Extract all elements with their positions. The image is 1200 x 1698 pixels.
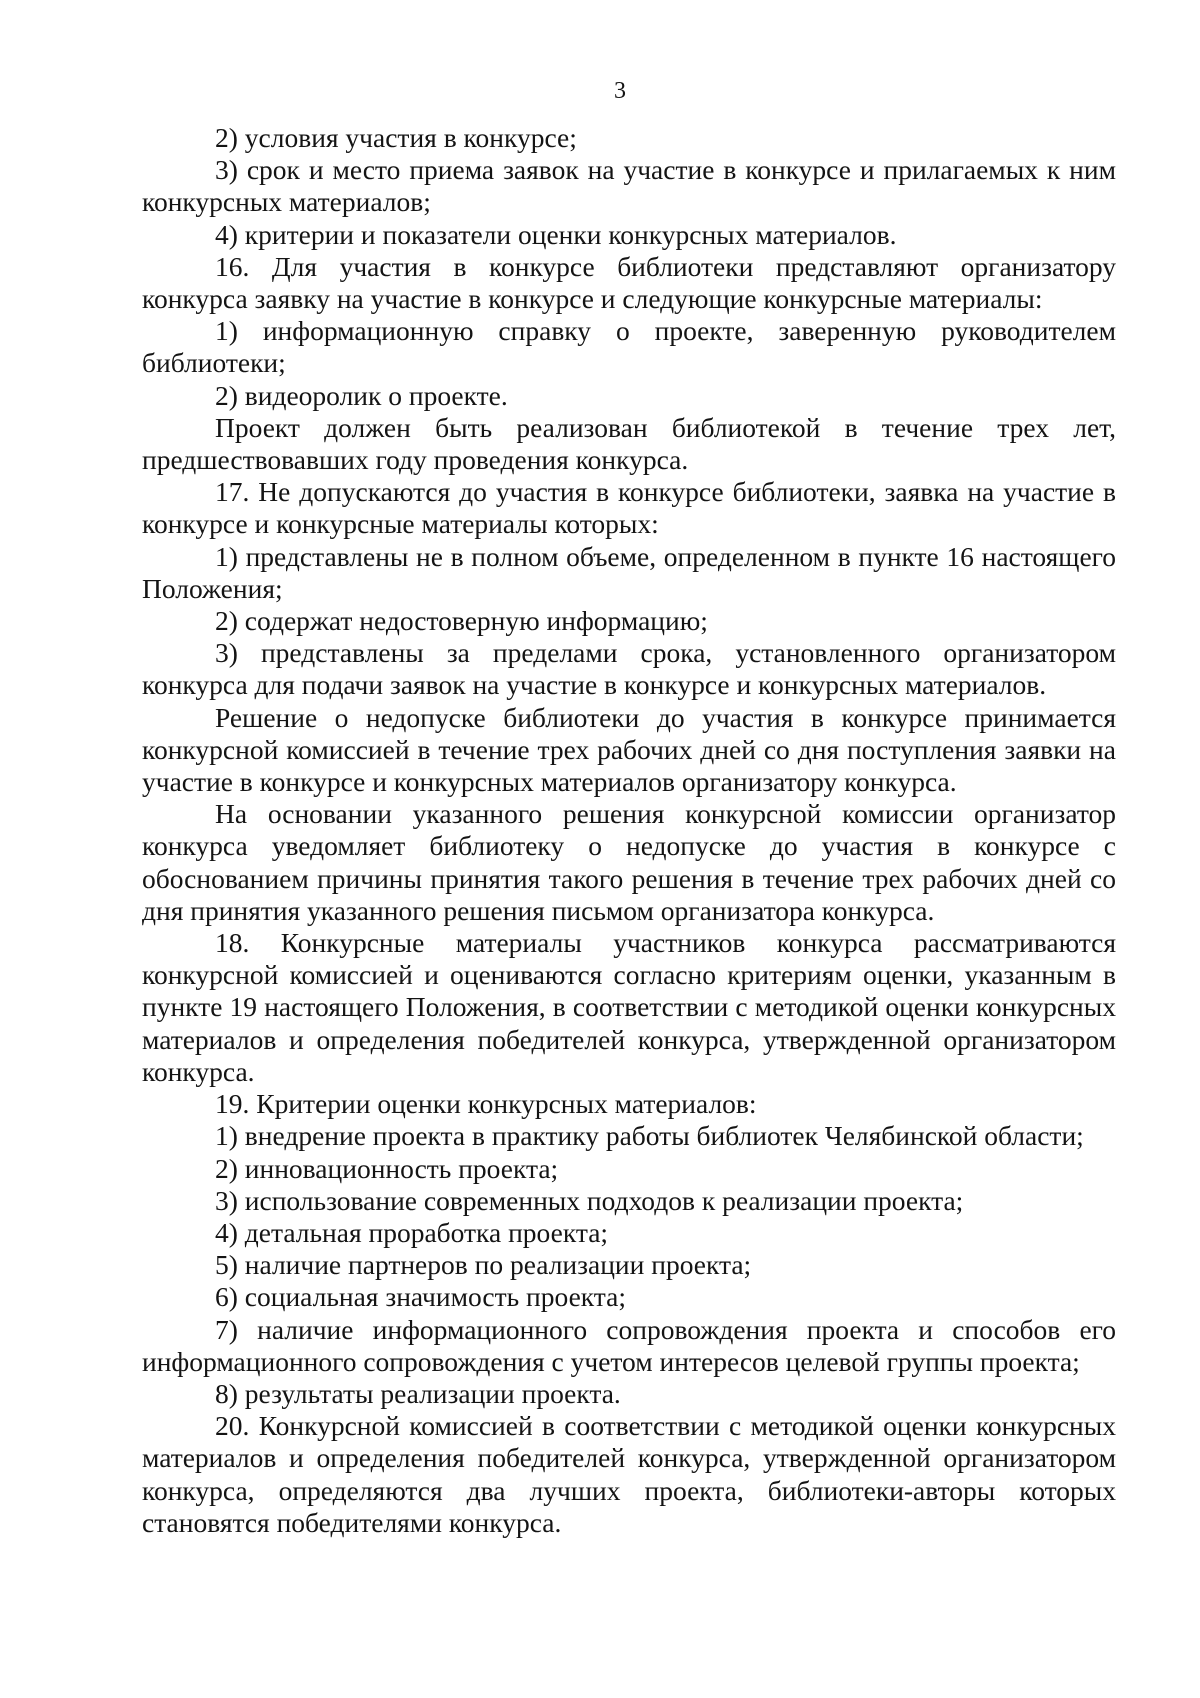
document-body (142, 122, 1116, 1539)
paragraph: 5) наличие партнеров по реализации проекта; (215, 1249, 752, 1281)
paragraph: 4) критерии и показатели оценки конкурсных материалов. (215, 218, 897, 250)
paragraph: 1) внедрение проекта в практику работы библиотек Челябинской области; (215, 1120, 1084, 1152)
paragraph: 20. Конкурсной комиссией в соответствии с методикой оценки конкурсных материалов и определения победителей конкурса, утвержденной организатором конкурса, определяются два лучших проекта, библиотеки-авторы которых становятся победителями конкурса. (142, 1410, 1116, 1538)
paragraph: 2) содержат недостоверную информацию; (215, 605, 708, 637)
paragraph: 2) условия участия в конкурсе; (215, 122, 577, 153)
paragraph: 16. Для участия в конкурсе библиотеки представляют организатору конкурса заявку на участие в конкурсе и следующие конкурсные материалы: (142, 250, 1116, 315)
paragraph: Проект должен быть реализован библиотекой в течение трех лет, предшествовавших году проведения конкурса. (142, 411, 1116, 476)
page-number: 3 (614, 78, 626, 104)
paragraph: 3) срок и место приема заявок на участие в конкурсе и прилагаемых к ним конкурсных материалов; (142, 154, 1116, 218)
paragraph: 7) наличие информационного сопровождения проекта и способов его информационного сопровождения с учетом интересов целевой группы проекта; (142, 1313, 1116, 1377)
paragraph: 2) инновационность проекта; (215, 1152, 559, 1184)
paragraph: 6) социальная значимость проекта; (215, 1281, 626, 1313)
paragraph: 17. Не допускаются до участия в конкурсе библиотеки, заявка на участие в конкурсе и конкурсные материалы которых: (142, 476, 1116, 540)
paragraph: 1) информационную справку о проекте, заверенную руководителем библиотеки; (142, 315, 1116, 379)
paragraph: 19. Критерии оценки конкурсных материалов: (215, 1088, 757, 1120)
paragraph: Решение о недопуске библиотеки до участия в конкурсе принимается конкурсной комиссией в течение трех рабочих дней со дня поступления заявки на участие в конкурсе и конкурсных материалов организатору конкурса. (142, 701, 1116, 798)
paragraph: На основании указанного решения конкурсной комиссии организатор конкурса уведомляет библиотеку о недопуске до участия в конкурсе с обоснованием причины принятия такого решения в течение трех рабочих дней со дня принятия указанного решения письмом организатора конкурса. (142, 798, 1116, 926)
paragraph: 3) использование современных подходов к реализации проекта; (215, 1184, 964, 1216)
paragraph: 4) детальная проработка проекта; (215, 1216, 609, 1248)
paragraph: 3) представлены за пределами срока, установленного организатором конкурса для подачи заявок на участие в конкурсе и конкурсных материалов. (142, 637, 1116, 701)
paragraph: 1) представлены не в полном объеме, определенном в пункте 16 настоящего Положения; (142, 540, 1116, 604)
paragraph: 8) результаты реализации проекта. (215, 1377, 621, 1409)
paragraph: 18. Конкурсные материалы участников конкурса рассматриваются конкурсной комиссией и оцениваются согласно критериям оценки, указанным в пункте 19 настоящего Положения, в соответствии с методикой оценки конкурсных материалов и определения победителей конкурса, утвержденной организатором конкурса. (142, 927, 1116, 1087)
paragraph: 2) видеоролик о проекте. (215, 379, 508, 411)
